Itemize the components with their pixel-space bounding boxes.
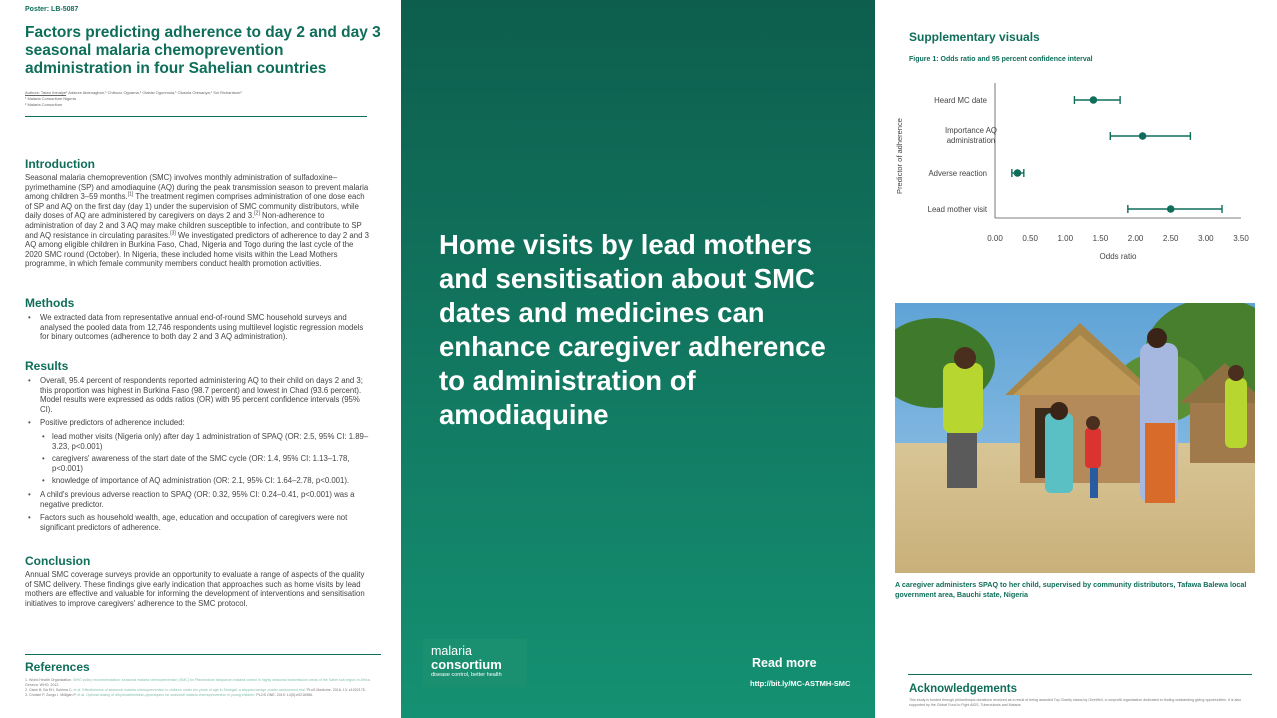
reference-source: Geneva: WHO; 2012. — [25, 683, 60, 687]
y-category-label-line: Heard MC date — [934, 96, 987, 105]
odds-ratio-point — [1167, 205, 1175, 213]
logo-line-2: consortium — [431, 657, 502, 672]
x-tick-label: 3.50 — [1233, 234, 1249, 243]
y-category-label — [928, 169, 987, 178]
results-subitem: • lead mother visits (Nigeria only) after day 1 administration of SPAQ (OR: 2.5, 95% CI: 1.89–3.23, p<0.001) — [40, 432, 371, 451]
intro-part-4: We investigated predictors of adherence to day 2 and 3 AQ among eligible children in Burkina Faso, Chad, Nigeria and Togo during the last cycle of the 2020 SMC round (October). In Nigeria, these included home visits within the Lead Mothers programme, in which female community members conduct health promotion activities. — [25, 230, 369, 269]
odds-ratio-point — [1139, 132, 1147, 140]
figure-title: Figure 1: Odds ratio and 95 percent confidence interval — [909, 56, 1093, 63]
intro-part-2: The treatment regimen comprises administration of one dose each of SP and AQ on the first day (day 1) under the supervision of SMC community distributors, while daily doses of AQ are administered by caregivers on days 2 and 3. — [25, 192, 365, 221]
x-tick-label: 3.00 — [1198, 234, 1214, 243]
results-section — [25, 359, 371, 536]
reference-link[interactable]: et al. Optimal dosing of dihydroartemisinin-piperaquine for seasonal malaria chemoprevention in young children. — [77, 693, 256, 697]
methods-list — [25, 313, 371, 342]
results-item: • Overall, 95.4 percent of respondents reported administering AQ to their child on days 2 and 3; this proportion was highest in Burkina Faso (98.7 percent) and lowest in Chad (93.6 percent). Model results were expressed as odds ratios (OR) with 95 percent confidence intervals (95% CI). — [25, 376, 371, 414]
methods-section — [25, 296, 371, 346]
conclusion-text: Annual SMC coverage surveys provide an opportunity to evaluate a range of aspects of the quality of SMC delivery. These findings give early indication that approaches such as home visits by lead mothers are effective and valuable for informing the development of interventions and sensitisation initiatives to improve caregivers' adherence to the SMC protocol. — [25, 570, 365, 608]
results-item: • A child's previous adverse reaction to SPAQ (OR: 0.32, 95% CI: 0.24–0.41, p<0.001) was a negative predictor. — [25, 490, 371, 509]
photo-illustration — [895, 303, 1255, 573]
odds-ratio-point — [1090, 96, 1098, 104]
results-subitem: • knowledge of importance of AQ administration (OR: 2.1, 95% CI: 1.64–2.78, p<0.001). — [40, 476, 371, 486]
reference-link[interactable]: WHO policy recommendation: seasonal malaria chemoprevention (SMC) for Plasmodium falciparum malaria control in highly seasonal transmission areas of the Sahel sub-region in Africa. — [73, 678, 371, 682]
acknowledgements-heading: Acknowledgements — [909, 683, 1017, 695]
reference-item — [25, 678, 381, 688]
key-message: Home visits by lead mothers and sensitisation about SMC dates and medicines can enhance caregiver adherence to administration of amodiaquine — [439, 229, 826, 430]
results-sublist — [40, 432, 371, 486]
introduction-section — [25, 157, 371, 269]
logo-tagline: disease control, better health — [431, 672, 502, 678]
odds-ratio-chart — [875, 78, 1277, 268]
malaria-consortium-logo — [423, 639, 527, 687]
reference-author: 2. Cissé B, Ba EH, Sokhna C, — [25, 688, 73, 692]
title-divider — [25, 116, 367, 117]
reference-author: 3. Chotsiri P, Zongo I, Milligan P, — [25, 693, 77, 697]
methods-item: • We extracted data from representative annual end-of-round SMC household surveys and analysed the pooled data from 12,746 respondents using multilevel logistic regression models for binary outcomes (adherence to both day 2 and 3 AQ administration). — [25, 313, 371, 342]
ref-marker-1: [1] — [127, 191, 134, 198]
results-list — [25, 376, 371, 532]
y-category-label-line: Lead mother visit — [927, 205, 987, 214]
affiliation-2: ² Malaria Consortium — [25, 102, 63, 107]
results-item: • Factors such as household wealth, age, education and occupation of caregivers were not significant predictors of adherence. — [25, 513, 371, 532]
references-heading: References — [25, 660, 90, 674]
read-more-link[interactable]: http://bit.ly/MC-ASTMH-SMC — [750, 679, 851, 688]
x-tick-label: 0.50 — [1022, 234, 1038, 243]
y-category-label-line: administration — [946, 136, 996, 145]
results-item — [25, 418, 371, 486]
authors-block — [25, 90, 376, 108]
reference-item — [25, 693, 381, 698]
x-tick-label: 2.50 — [1162, 234, 1179, 243]
x-tick-label: 1.00 — [1057, 234, 1074, 243]
x-tick-label: 1.50 — [1092, 234, 1109, 243]
ref-marker-2: [2] — [254, 210, 260, 217]
supplementary-heading: Supplementary visuals — [909, 30, 1040, 44]
positive-predictors-label: Positive predictors of adherence included: — [40, 418, 185, 428]
photo-caption: A caregiver administers SPAQ to her child, supervised by community distributors, Tafawa Balewa local government area, Bauchi state, Nigeria — [895, 580, 1247, 599]
poster-title: Factors predicting adherence to day 2 and day 3 seasonal malaria chemoprevention administration in four Sahelian countries — [25, 24, 381, 77]
reference-source: PLOS ONE. 2019; 14(5):e0216986. — [256, 693, 314, 697]
acknowledgements-divider — [908, 674, 1252, 675]
conclusion-section — [25, 554, 371, 608]
y-category-label — [945, 126, 997, 145]
poster-id: Poster: LB-5087 — [25, 6, 79, 13]
y-category-label-line: Importance AQ — [944, 126, 998, 135]
introduction-heading: Introduction — [25, 157, 95, 171]
reference-source: PLoS Medicine. 2016; 13: e1002175. — [306, 688, 366, 692]
references-list — [25, 678, 381, 698]
authors-label: Authors: Taiwo Ibinaiye — [25, 90, 67, 95]
conclusion-heading: Conclusion — [25, 554, 91, 568]
field-photo — [895, 303, 1255, 573]
reference-link[interactable]: et al. Effectiveness of seasonal malaria chemoprevention in children under ten years of age in Senegal: a stepped-wedge cluster-randomised trial. — [73, 688, 306, 692]
chart-plot-area — [928, 83, 1250, 243]
affiliation-1: ¹ Malaria Consortium Nigeria — [25, 96, 76, 101]
intro-part-3: Non-adherence to administration of day 2 and 3 AQ may make children susceptible to infection, and contribute to SP and AQ resistance in circulating parasites. — [25, 211, 362, 240]
results-heading: Results — [25, 359, 69, 373]
x-axis-label: Odds ratio — [1099, 252, 1137, 261]
references-section — [25, 654, 381, 698]
right-column — [875, 0, 1277, 718]
x-tick-label: 0.00 — [987, 234, 1003, 243]
y-axis-label: Predictor of adherence — [895, 118, 904, 194]
y-category-label — [928, 205, 988, 214]
odds-ratio-point — [1014, 169, 1022, 177]
results-subitem: • caregivers' awareness of the start date of the SMC cycle (OR: 1.4, 95% CI: 1.13–1.78, p<0.001) — [40, 454, 371, 473]
y-category-label-line: Adverse reaction — [928, 169, 987, 178]
read-more-label: Read more — [752, 656, 817, 670]
authors-list: ¹ Adaeze Aidenagbon,¹ Chibuzo Oguama,¹ Olabisi Ogunmola,¹ Olusola Oresanya,¹ Sol Richardson² — [66, 90, 242, 95]
key-message-panel — [401, 0, 875, 718]
y-category-label — [934, 96, 987, 105]
intro-part-1: Seasonal malaria chemoprevention (SMC) involves monthly administration of sulfadoxine–pyrimethamine (SP) and amodiaquine (AQ) during the peak transmission season to prevent malaria among children 3–59 months. — [25, 173, 369, 202]
introduction-text — [25, 173, 371, 269]
x-tick-label: 2.00 — [1127, 234, 1144, 243]
references-divider — [25, 654, 381, 655]
acknowledgements-text: This study is funded through philanthropic donations received as a result of being awarded Top Charity status by GiveWell, a nonprofit organisation dedicated to finding outstanding giving opportunities. It is also supported by the Global Fund to Fight AIDS, Tuberculosis and Malaria. — [909, 698, 1242, 707]
reference-author: 1. World Health Organization. — [25, 678, 73, 682]
logo-line-1: malaria — [431, 644, 472, 658]
methods-heading: Methods — [25, 296, 75, 310]
ref-marker-3: [3] — [170, 229, 176, 236]
